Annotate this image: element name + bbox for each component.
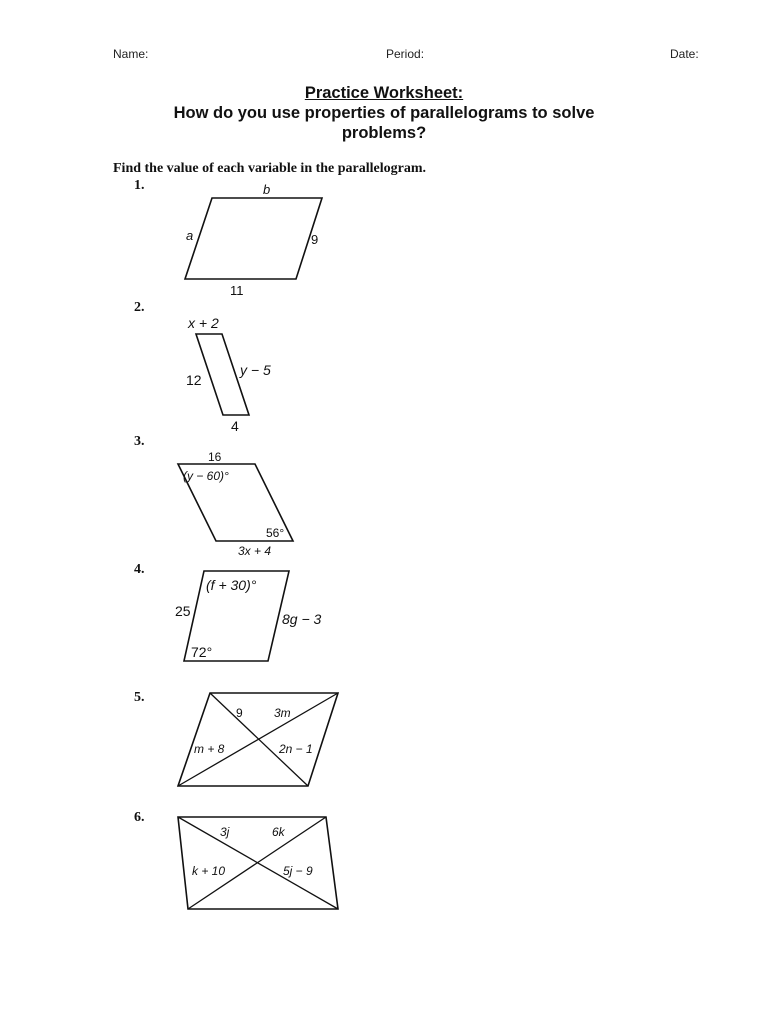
p1-label-top: b <box>263 182 271 197</box>
p5-label-upper-left: 9 <box>236 706 243 720</box>
problem-number-6: 6. <box>134 810 145 825</box>
parallelogram-1 <box>185 182 322 298</box>
problem-number-4: 4. <box>134 562 145 577</box>
p2-label-bottom: 4 <box>231 418 239 434</box>
p6-diagonal-b <box>188 817 326 909</box>
p6-label-lower-left: k + 10 <box>192 864 226 878</box>
p1-label-bottom: 11 <box>230 283 244 298</box>
p4-label-bottom-angle: 72° <box>191 644 213 660</box>
p3-label-top-angle: (y − 60)° <box>183 469 229 483</box>
problem-number-3: 3. <box>134 434 145 449</box>
parallelogram-6 <box>178 817 338 909</box>
p5-label-lower-left: m + 8 <box>194 742 225 756</box>
p5-diagonal-b <box>178 693 338 786</box>
worksheet-question-line2: problems? <box>341 124 427 142</box>
p1-label-left: a <box>186 228 194 243</box>
instructions: Find the value of each variable in the parallelogram. <box>113 161 427 176</box>
problem-number-2: 2. <box>134 300 145 315</box>
parallelogram-1-shape <box>185 198 322 279</box>
p3-label-top: 16 <box>208 450 222 464</box>
p6-label-upper-left: 3j <box>220 825 230 839</box>
name-label: Name: <box>113 47 149 61</box>
p4-label-right: 8g − 3 <box>282 611 322 627</box>
p3-label-bottom-angle: 56° <box>266 526 285 540</box>
problem-number-1: 1. <box>134 178 145 193</box>
p6-label-upper-right: 6k <box>272 825 285 839</box>
p3-label-bottom: 3x + 4 <box>238 544 272 558</box>
worksheet-title: Practice Worksheet: <box>304 84 464 102</box>
date-label: Date: <box>670 47 699 61</box>
p4-label-top-angle: (f + 30)° <box>206 577 257 593</box>
parallelogram-5 <box>178 693 338 786</box>
parallelogram-2 <box>186 315 271 434</box>
p4-label-left: 25 <box>175 603 191 619</box>
p6-label-lower-right: 5j − 9 <box>283 864 313 878</box>
p5-label-upper-right: 3m <box>274 706 291 720</box>
period-label: Period: <box>386 47 425 61</box>
worksheet-question-line1: How do you use properties of parallelograms to solve <box>173 104 595 122</box>
problem-number-5: 5. <box>134 690 145 705</box>
p5-label-lower-right: 2n − 1 <box>279 742 313 756</box>
p2-label-top: x + 2 <box>188 315 219 331</box>
parallelogram-3 <box>178 450 293 558</box>
parallelogram-4 <box>175 571 322 661</box>
p1-label-right: 9 <box>311 232 319 247</box>
p2-label-left: 12 <box>186 372 202 388</box>
p2-label-right: y − 5 <box>240 362 271 378</box>
